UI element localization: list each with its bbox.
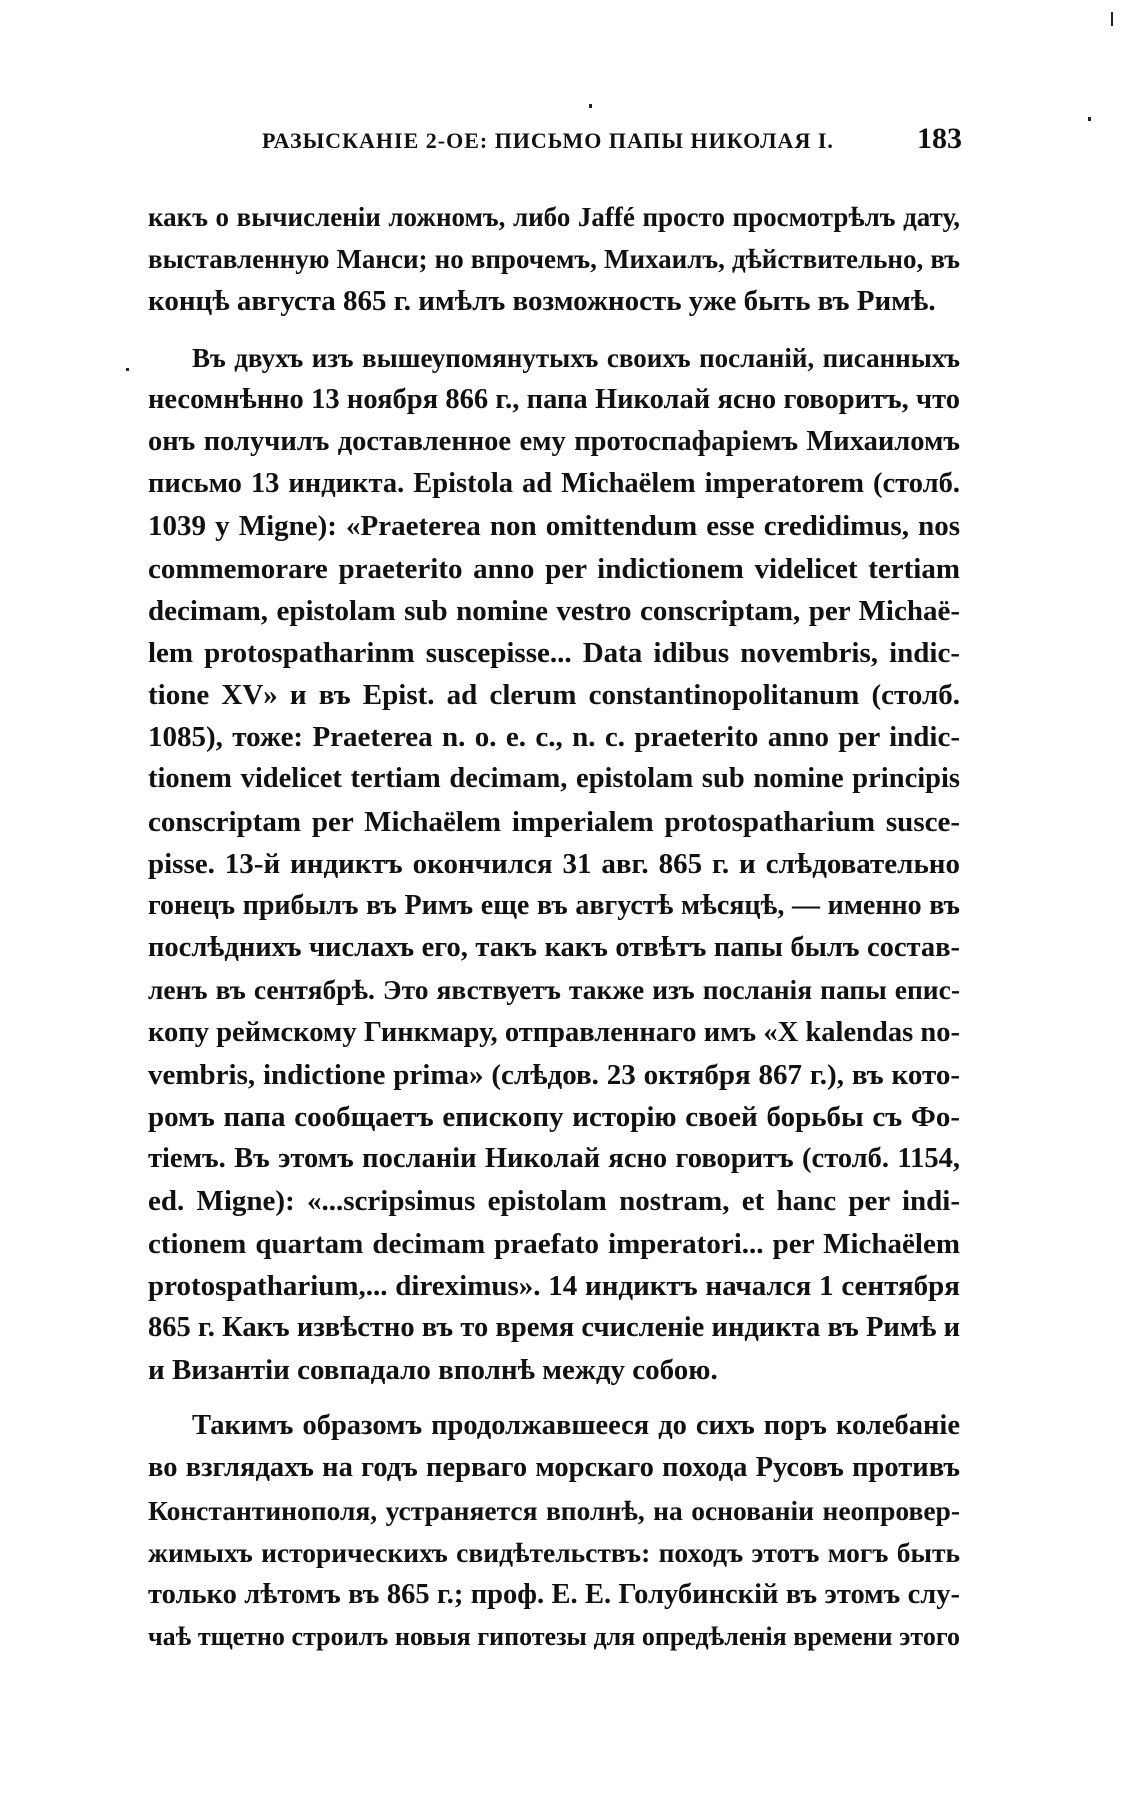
paragraph-1	[148, 196, 960, 323]
running-head	[262, 122, 962, 162]
scan-speck	[1088, 117, 1091, 121]
text-line: lem protospatharinm suscepisse... Data idibus novembris, indic-	[148, 636, 960, 669]
paragraph-2	[148, 337, 960, 1392]
text-line: Такимъ образомъ продолжавшееся до сихъ поръ колебаніе	[192, 1410, 960, 1442]
text-line: выставленную Манси; но впрочемъ, Михаилъ, дѣйствительно, въ	[148, 244, 960, 275]
text-line: conscriptam per Michaëlem imperialem protospatharium susce-	[148, 805, 960, 838]
text-line: и Византіи совпадало вполнѣ между собою.	[148, 1354, 718, 1387]
body-text	[148, 196, 960, 1658]
text-line: гонецъ прибылъ въ Римъ еще въ августѣ мѣсяцѣ, — именно въ	[148, 890, 960, 921]
scan-speck	[1111, 12, 1113, 26]
text-line: несомнѣнно 13 ноября 866 г., папа Николай ясно говоритъ, что	[148, 383, 960, 415]
text-line: ромъ папа сообщаетъ епископу исторію своей борьбы съ Фо-	[148, 1100, 960, 1133]
text-line: commemorare praeterito anno per indictionem videlicet tertiam	[148, 552, 960, 585]
text-line: tionem videlicet tertiam decimam, epistolam sub nomine principis	[148, 763, 960, 795]
text-line: tione XV» и въ Epist. ad clerum constantinopolitanum (столб.	[148, 679, 960, 712]
text-line: копу реймскому Гинкмару, отправленнаго имъ «X kalendas no-	[148, 1016, 960, 1048]
text-line: ctionem quartam decimam praefato imperatori... per Michaëlem	[148, 1227, 960, 1260]
text-line: pisse. 13-й индиктъ окончился 31 авг. 865 г. и слѣдовательно	[148, 847, 960, 880]
text-line: во взглядахъ на годъ перваго морскаго похода Русовъ противъ	[148, 1452, 960, 1484]
text-line: чаѣ тщетно строилъ новыя гипотезы для опредѣленія времени этого	[148, 1622, 960, 1652]
text-line: 1085), тоже: Praeterea n. o. e. c., n. c. praeterito anno per indic-	[148, 721, 960, 754]
running-title: РАЗЫСКАНІЕ 2-ОЕ: ПИСЬМО ПАПЫ НИКОЛАЯ I.	[262, 128, 834, 153]
text-line: какъ о вычисленіи ложномъ, либо Jaffé просто просмотрѣлъ дату,	[148, 202, 960, 232]
text-line: письмо 13 индикта. Epistola ad Michaëlem imperatorem (столб.	[148, 468, 960, 500]
text-line: protospatharium,... direximus». 14 индиктъ начался 1 сентября	[148, 1269, 960, 1302]
text-line: ed. Migne): «...scripsimus epistolam nostram, et hanc per indi-	[148, 1185, 960, 1218]
text-line: 1039 у Migne): «Praeterea non omittendum esse credidimus, nos	[148, 510, 960, 543]
page-number: 183	[917, 122, 962, 155]
text-line: онъ получилъ доставленное ему протоспафаріемъ Михаиломъ	[148, 425, 960, 457]
text-line: только лѣтомъ въ 865 г.; проф. Е. Е. Голубинскій въ этомъ слу-	[148, 1579, 960, 1610]
text-line: decimam, epistolam sub nomine vestro conscriptam, per Michaë-	[148, 594, 960, 627]
text-line: концѣ августа 865 г. имѣлъ возможность уже быть въ Римѣ.	[148, 285, 936, 318]
scan-speck	[589, 104, 592, 108]
text-line: Въ двухъ изъ вышеупомянутыхъ своихъ посланій, писанныхъ	[192, 342, 960, 373]
text-line: vembris, indictione prima» (слѣдов. 23 октября 867 г.), въ кото-	[148, 1058, 960, 1091]
text-line: ленъ въ сентябрѣ. Это явствуетъ также изъ посланія папы епис-	[148, 974, 960, 1006]
text-line: жимыхъ историческихъ свидѣтельствъ: походъ этотъ могъ быть	[148, 1536, 960, 1568]
scan-speck	[126, 368, 129, 371]
text-line: тіемъ. Въ этомъ посланіи Николай ясно говоритъ (столб. 1154,	[148, 1143, 960, 1175]
text-line: 865 г. Какъ извѣстно въ то время счисленіе индикта въ Римѣ и	[148, 1311, 960, 1343]
text-line: послѣднихъ числахъ его, такъ какъ отвѣтъ папы былъ состав-	[148, 932, 960, 964]
paragraph-3	[148, 1405, 960, 1658]
text-line: Константинополя, устраняется вполнѣ, на основаніи неопровер-	[148, 1494, 960, 1526]
